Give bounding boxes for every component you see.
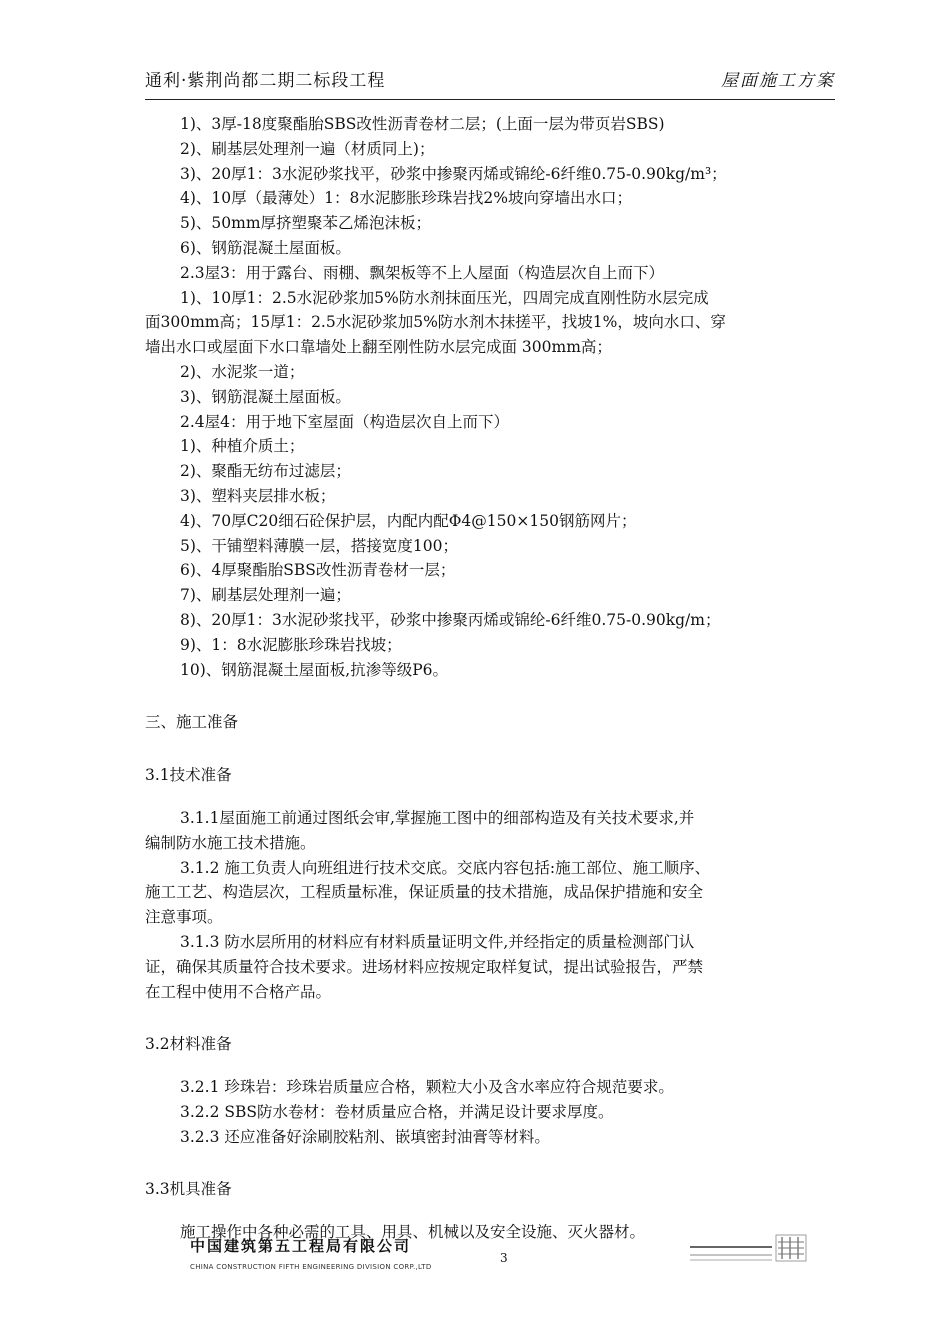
page-header [145,66,835,96]
paragraph-gap [145,788,835,806]
text-line: 编制防水施工技术措施。 [145,833,316,852]
company-name-en: CHINA CONSTRUCTION FIFTH ENGINEERING DIVISION CORP.,LTD [190,1263,432,1271]
project-title: 通利·紫荆尚都二期二标段工程 [145,71,386,91]
text-line: 10)、钢筋混凝土屋面板,抗渗等级P6。 [180,660,448,679]
paragraph-gap [145,1202,835,1220]
text-line: 1)、3厚-18度聚酯胎SBS改性沥青卷材二层；(上面一层为带页岩SBS) [180,115,665,133]
text-line: 1)、种植介质土； [180,437,305,456]
paragraph-gap [145,1149,835,1177]
header-divider [145,99,835,100]
text-line: 3)、20厚1：3水泥砂浆找平，砂浆中掺聚丙烯或锦纶-6纤维0.75-0.90kg/m³； [180,164,727,183]
paragraph-gap [145,1057,835,1075]
text-line: 3.1.1屋面施工前通过图纸会审,掌握施工图中的细部构造及有关技术要求,并 [180,808,695,827]
text-line: 施工操作中各种必需的工具、用具、机械以及安全设施、灭火器材。 [180,1223,646,1242]
text-line: 6)、4厚聚酯胎SBS改性沥青卷材一层； [180,561,456,580]
document-title: 屋面施工方案 [721,71,835,91]
text-line: 面300mm高；15厚1：2.5水泥砂浆加5%防水剂木抹搓平，找坡1%，坡向水口、穿 [145,313,726,332]
text-line: 2)、刷基层处理剂一遍（材质同上)； [180,139,435,158]
company-name-cn: 中国建筑第五工程局有限公司 [190,1237,412,1255]
page-number: 3 [500,1251,508,1265]
text-line: 注意事项。 [145,908,223,927]
text-line: 3)、塑料夹层排水板； [180,486,336,505]
text-line: 3.1.3 防水层所用的材料应有材料质量证明文件,并经指定的质量检测部门认 [180,932,695,951]
text-line: 三、施工准备 [145,713,239,732]
text-line: 4)、70厚C20细石砼保护层，内配内配Φ4@150×150钢筋网片； [180,511,637,530]
text-line: 3.2.3 还应准备好涂刷胶粘剂、嵌填密封油膏等材料。 [180,1127,550,1146]
text-line: 3.1技术准备 [145,766,232,785]
paragraph-gap [145,735,835,763]
page-footer [0,1225,950,1285]
text-line: 2.3屋3：用于露台、雨棚、飘架板等不上人屋面（构造层次自上而下） [180,263,665,282]
company-logo-icon [690,1233,810,1263]
text-line: 3.2材料准备 [145,1035,232,1054]
text-line: 3.1.2 施工负责人向班组进行技术交底。交底内容包括:施工部位、施工顺序、 [180,858,711,877]
text-line: 4)、10厚（最薄处）1：8水泥膨胀珍珠岩找2%坡向穿墙出水口； [180,189,632,208]
text-line: 施工工艺、构造层次，工程质量标准，保证质量的技术措施，成品保护措施和安全 [145,883,704,902]
document-body [145,112,835,1245]
text-line: 2.4屋4：用于地下室屋面（构造层次自上而下） [180,412,510,431]
text-line: 3.2.1 珍珠岩：珍珠岩质量应合格，颗粒大小及含水率应符合规范要求。 [180,1078,674,1097]
text-line: 5)、50mm厚挤塑聚苯乙烯泡沫板； [180,214,432,233]
text-line: 2)、聚酯无纺布过滤层； [180,462,351,481]
text-line: 墙出水口或屋面下水口靠墙处上翻至刚性防水层完成面 300mm高； [145,338,612,357]
paragraph-gap [145,1004,835,1032]
text-line: 在工程中使用不合格产品。 [145,982,332,1001]
text-line: 7)、刷基层处理剂一遍； [180,586,351,605]
text-line: 5)、干铺塑料薄膜一层，搭接宽度100； [180,536,458,555]
text-line: 2)、水泥浆一道； [180,362,305,381]
text-line: 1)、10厚1：2.5水泥砂浆加5%防水剂抹面压光，四周完成直刚性防水层完成 [180,288,709,307]
text-line: 9)、1：8水泥膨胀珍珠岩找坡； [180,635,402,654]
text-line: 8)、20厚1：3水泥砂浆找平，砂浆中掺聚丙烯或锦纶-6纤维0.75-0.90kg/m； [180,610,721,629]
paragraph-gap [145,682,835,710]
text-line: 3.2.2 SBS防水卷材：卷材质量应合格，并满足设计要求厚度。 [180,1102,614,1121]
text-line: 3.3机具准备 [145,1180,232,1199]
text-line: 3)、钢筋混凝土屋面板。 [180,387,351,406]
text-line: 证，确保其质量符合技术要求。进场材料应按规定取样复试，提出试验报告，严禁 [145,957,704,976]
text-line: 6)、钢筋混凝土屋面板。 [180,238,351,257]
